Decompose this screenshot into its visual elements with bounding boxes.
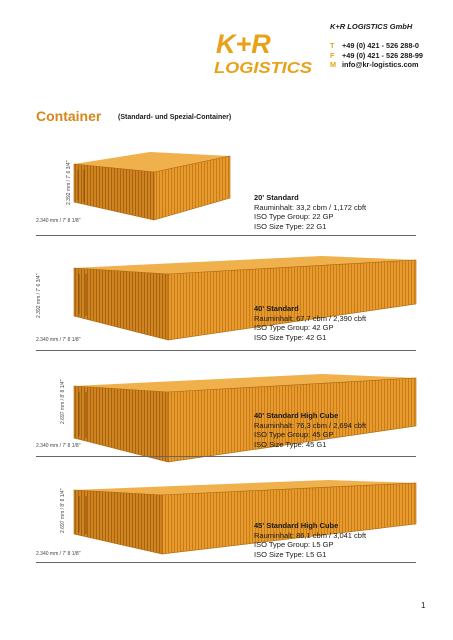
email-link[interactable]: info@kr-logistics.com bbox=[342, 60, 419, 69]
container-20ft-spec: 20' Standard Rauminhalt: 33,2 cbm / 1,172 cbft ISO Type Group: 22 GP ISO Size Type: 22 G1 bbox=[254, 193, 367, 231]
width-dimension-45ft-hc: 2.340 mm / 7' 8 1/8'' bbox=[36, 551, 81, 557]
email-row[interactable]: M info@kr-logistics.com bbox=[330, 60, 419, 69]
svg-text:K+R: K+R bbox=[216, 29, 271, 59]
kr-logistics-logo bbox=[214, 28, 314, 78]
svg-text:LOGISTICS: LOGISTICS bbox=[214, 60, 313, 77]
container-20ft-illustration bbox=[72, 150, 232, 222]
page-title: Container bbox=[36, 108, 102, 124]
fax-row: F +49 (0) 421 - 526 288-99 bbox=[330, 50, 423, 60]
container-40ft-spec: 40' Standard Rauminhalt: 67,7 cbm / 2,390 cbft ISO Type Group: 42 GP ISO Size Type: 42 G1 bbox=[254, 304, 367, 342]
company-info bbox=[330, 22, 423, 70]
divider bbox=[36, 562, 416, 563]
width-dimension-20ft: 2.340 mm / 7' 8 1/8'' bbox=[36, 218, 81, 224]
height-dimension-20ft: 2.392 mm / 7' 6 3/4'' bbox=[66, 160, 72, 205]
page-number: 1 bbox=[421, 601, 426, 610]
fax-number: +49 (0) 421 - 526 288-99 bbox=[342, 50, 423, 60]
container-45ft-high-cube-spec: 45' Standard High Cube Rauminhalt: 86,1 cbm / 3,041 cbft ISO Type Group: L5 GP ISO Size Type: L5 G1 bbox=[254, 521, 367, 559]
divider bbox=[36, 235, 416, 236]
width-dimension-40ft-hc: 2.340 mm / 7' 8 1/8'' bbox=[36, 443, 81, 449]
divider bbox=[36, 456, 416, 457]
width-dimension-40ft: 2.340 mm / 7' 8 1/8'' bbox=[36, 337, 81, 343]
divider bbox=[36, 350, 416, 351]
container-40ft-high-cube-spec: 40' Standard High Cube Rauminhalt: 76,3 cbm / 2,694 cbft ISO Type Group: 45 GP ISO Size Type: 45 G1 bbox=[254, 411, 367, 449]
company-name: K+R LOGISTICS GmbH bbox=[330, 22, 413, 31]
height-dimension-40ft-hc: 2.697 mm / 8' 8 1/4'' bbox=[60, 379, 66, 424]
height-dimension-45ft-hc: 2.697 mm / 8' 8 1/4'' bbox=[60, 488, 66, 533]
phone-number: +49 (0) 421 - 526 288-0 bbox=[342, 41, 419, 50]
page-subtitle: (Standard- und Spezial-Container) bbox=[118, 114, 232, 121]
phone-row: T +49 (0) 421 - 526 288-0 bbox=[330, 41, 419, 50]
height-dimension-40ft: 2.392 mm / 7' 6 3/4'' bbox=[36, 273, 42, 318]
